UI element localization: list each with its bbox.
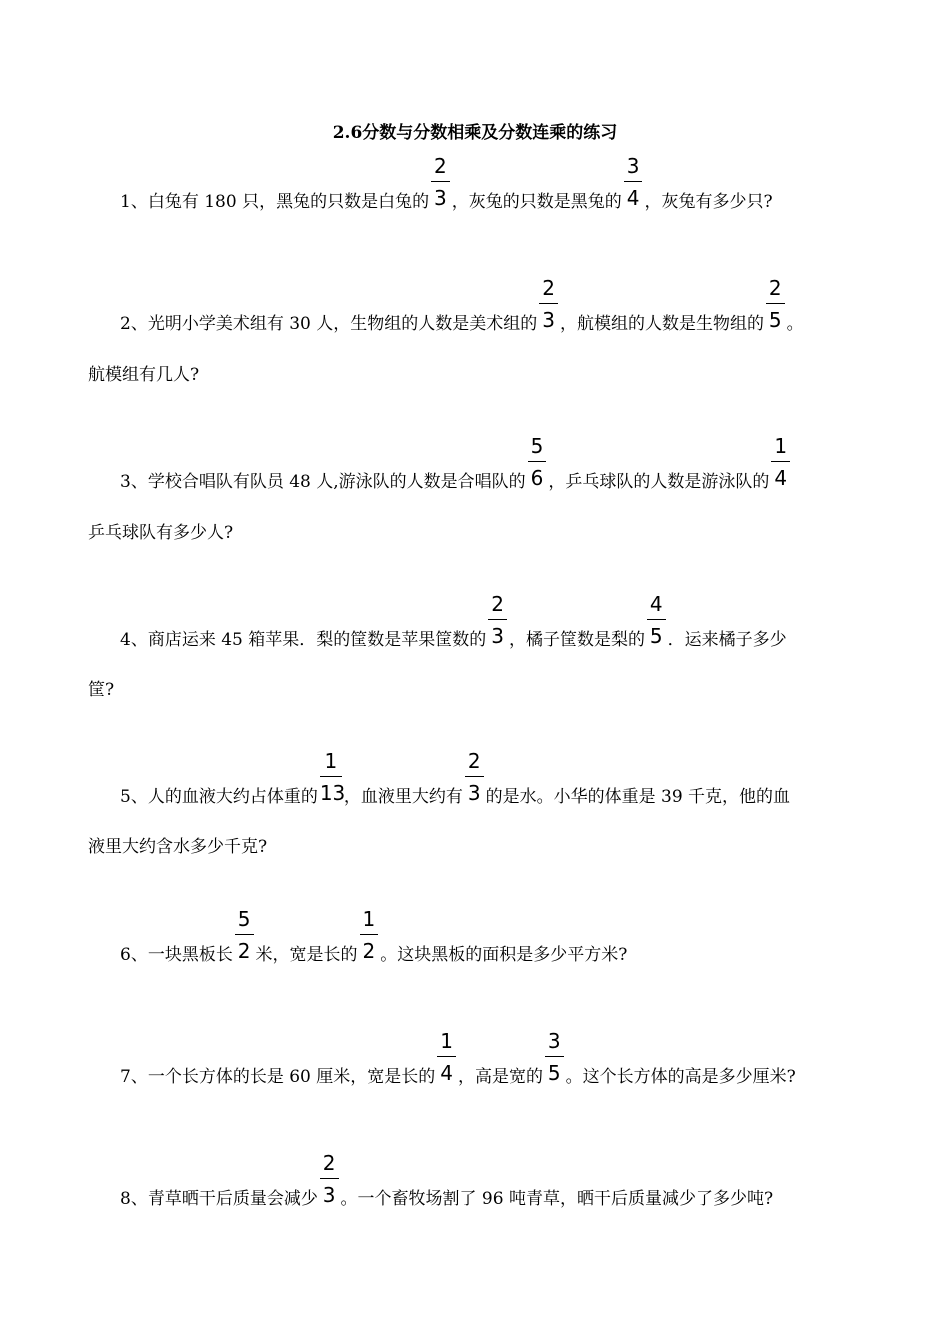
fraction: $\frac{2}{3}$ — [539, 307, 558, 329]
problem-text: ，航模组的人数是生物组的 — [559, 314, 764, 334]
problem-text: ，血液里大约有 — [343, 787, 463, 807]
problem-1 — [120, 154, 773, 213]
problem-text: 6、一块黑板长 — [120, 945, 233, 965]
problem-text: 5、人的血液大约占体重的 — [120, 787, 318, 807]
problem-text: 。这个长方体的高是多少厘米? — [565, 1067, 796, 1087]
problem-2-continuation: 航模组有几人? — [88, 365, 200, 385]
fraction: $\frac{2}{3}$ — [465, 780, 484, 802]
problem-4 — [120, 592, 787, 651]
fraction: $\frac{1}{4}$ — [771, 465, 790, 487]
fraction: $\frac{2}{3}$ — [488, 623, 507, 645]
problem-text: ，灰兔有多少只? — [644, 192, 773, 212]
problem-5 — [120, 749, 791, 808]
fraction: $\frac{1}{2}$ — [360, 938, 379, 960]
fraction: $\frac{2}{3}$ — [431, 185, 450, 207]
problem-text: 1、白兔有 180 只，黑兔的只数是白兔的 — [120, 192, 430, 212]
fraction: $\frac{2}{5}$ — [766, 307, 785, 329]
problem-3-continuation: 乒乓球队有多少人? — [88, 523, 234, 543]
problem-text: 8、青草晒干后质量会减少 — [120, 1189, 318, 1209]
fraction: $\frac{4}{5}$ — [647, 623, 666, 645]
problem-4-continuation: 筐? — [88, 680, 115, 700]
fraction: $\frac{5}{2}$ — [235, 938, 254, 960]
page-title: 2.6分数与分数相乘及分数连乘的练习 — [332, 123, 618, 143]
problem-text: 。这块黑板的面积是多少平方米? — [380, 945, 628, 965]
problem-text: 的是水。小华的体重是 39 千克，他的血 — [485, 787, 791, 807]
problem-text: ，乒乓球队的人数是游泳队的 — [548, 472, 770, 492]
problem-3 — [120, 434, 792, 493]
problem-text: 7、一个长方体的长是 60 厘米，宽是长的 — [120, 1067, 436, 1087]
problem-text: 3、学校合唱队有队员 48 人,游泳队的人数是合唱队的 — [120, 472, 526, 492]
problem-text: 。 — [786, 314, 804, 334]
problem-5-continuation: 液里大约含水多少千克? — [88, 837, 268, 857]
fraction: $\frac{1}{13}$ — [319, 749, 346, 805]
problem-text: 2、光明小学美术组有 30 人，生物组的人数是美术组的 — [120, 314, 538, 334]
problem-text: 4、商店运来 45 箱苹果．梨的筐数是苹果筐数的 — [120, 630, 487, 650]
problem-text: 米，宽是长的 — [255, 945, 358, 965]
fraction: $\frac{2}{3}$ — [320, 1182, 339, 1204]
problem-text: ，橘子筐数是梨的 — [508, 630, 645, 650]
fraction: $\frac{1}{4}$ — [437, 1060, 456, 1082]
problem-8 — [120, 1151, 774, 1210]
fraction: $\frac{3}{5}$ — [545, 1060, 564, 1082]
problem-text: ，高是宽的 — [457, 1067, 543, 1087]
problem-text: 。一个畜牧场割了 96 吨青草，晒干后质量减少了多少吨? — [340, 1189, 774, 1209]
fraction: $\frac{5}{6}$ — [528, 465, 547, 487]
problem-text: ，灰兔的只数是黑兔的 — [451, 192, 622, 212]
problem-7 — [120, 1029, 796, 1088]
problem-text: ．运来橘子多少 — [667, 630, 787, 650]
problem-2 — [120, 276, 804, 335]
fraction: $\frac{3}{4}$ — [624, 185, 643, 207]
problem-6 — [120, 907, 628, 966]
